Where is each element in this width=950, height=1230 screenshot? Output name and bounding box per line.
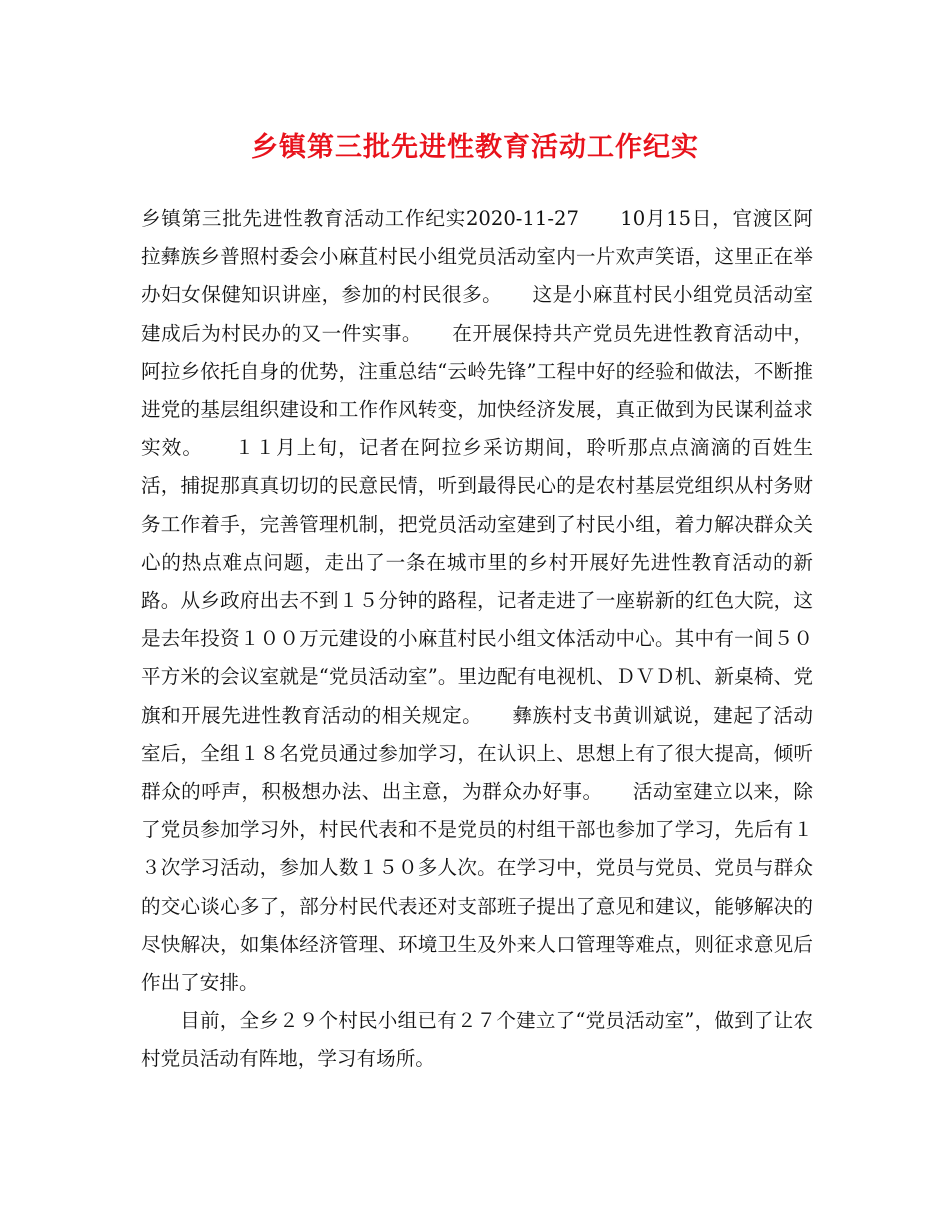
body-paragraph-2: 目前，全乡２９个村民小组已有２７个建立了“党员活动室”，做到了让农村党员活动有阵地，学习有场所。 xyxy=(141,1009,813,1071)
body-paragraph-1: 乡镇第三批先进性教育活动工作纪实2020-11-27 10月15日，官渡区阿拉彝族乡普照村委会小麻苴村民小组党员活动室内一片欢声笑语，这里正在举办妇女保健知识讲座，参加的村民很多。 这是小麻苴村民小组党员活动室建成后为村民办的又一件实事。 在开展保持共产党员先进性教育活动中，阿拉乡依托自身的优势，注重总结“云岭先锋”工程中好的经验和做法，不断推进党的基层组织建设和工作作风转变，加快经济发展，真正做到为民谋利益求实效。 １１月上旬，记者在阿拉乡采访期间，聆听那点点滴滴的百姓生活，捕捉那真真切切的民意民情，听到最得民心的是农村基层党组织从村务财务工作着手，完善管理机制，把党员活动室建到了村民小组，着力解决群众关心的热点难点问题，走出了一条在城市里的乡村开展好先进性教育活动的新路。从乡政府出去不到１５分钟的路程，记者走进了一座崭新的红色大院，这是去年投资１００万元建设的小麻苴村民小组文体活动中心。其中有一间５０平方米的会议室就是“党员活动室”。里边配有电视机、ＤＶＤ机、新桌椅、党旗和开展先进性教育活动的相关规定。 彝族村支书黄训斌说，建起了活动室后，全组１８名党员通过参加学习，在认识上、思想上有了很大提高，倾听群众的呼声，积极想办法、出主意，为群众办好事。 活动室建立以来，除了党员参加学习外，村民代表和不是党员的村组干部也参加了学习，先后有１３次学习活动，参加人数１５０多人次。在学习中，党员与党员、党员与群众的交心谈心多了，部分村民代表还对支部班子提出了意见和建议，能够解决的尽快解决，如集体经济管理、环境卫生及外来人口管理等难点，则征求意见后作出了安排。 xyxy=(141,207,813,995)
document-title: 乡镇第三批先进性教育活动工作纪实 xyxy=(251,132,699,163)
document-body xyxy=(141,200,813,1079)
